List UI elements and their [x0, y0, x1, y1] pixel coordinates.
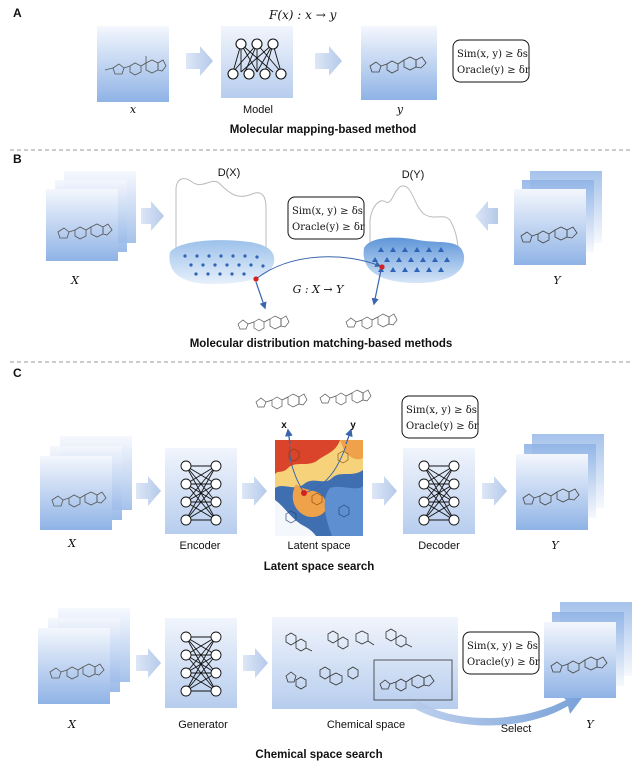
panel-b-input-label: X [71, 274, 79, 287]
panel-b-constraint-sim: Sim(x, y) ≥ δs [292, 206, 363, 217]
panel-c-latent-constraint-oracle: Oracle(y) ≥ δr [406, 421, 479, 432]
panel-c-latent-arrow-4 [482, 476, 507, 506]
latent-start-point [301, 490, 307, 496]
panel-b-constraint-oracle: Oracle(y) ≥ δr [292, 222, 365, 233]
panel-a-letter: A [13, 6, 22, 20]
latent-molecule-x-icon [256, 394, 307, 409]
panel-a-model-label: Model [243, 104, 273, 116]
panel-c-latent-arrow-1 [136, 476, 161, 506]
panel-c-chem-constraint-oracle: Oracle(y) ≥ δr [467, 657, 540, 668]
latent-molecule-y-icon [320, 390, 371, 405]
panel-c-chem-output-stack [544, 602, 632, 698]
latent-space-map [275, 440, 363, 536]
panel-a-model-card [221, 26, 293, 98]
panel-a-constraint-oracle: Oracle(y) ≥ δr [457, 65, 530, 76]
panel-b-input-stack [46, 171, 136, 261]
panel-a-output-card [361, 26, 437, 100]
panel-c-chem-input-stack [38, 608, 130, 704]
panel-a-input-card [97, 26, 169, 102]
panel-b-arrow-right [475, 201, 498, 231]
panel-c-latent-constraint-box [402, 396, 479, 438]
panel-b-constraint-box [288, 197, 365, 239]
panel-b-title: Molecular distribution matching-based methods [189, 338, 453, 350]
panel-c-chemical-title: Chemical space search [255, 749, 383, 761]
panel-b-mapping-arrow [256, 257, 380, 279]
panel-c-chemical-space-label: Chemical space [326, 719, 406, 731]
panel-c-latent-constraint-sim: Sim(x, y) ≥ δs [406, 405, 477, 416]
panel-b-source-point [253, 276, 258, 281]
panel-b-dist-x-label: D(X) [217, 167, 241, 179]
panel-c-latent-input-stack [40, 436, 132, 530]
panel-b-target-point [379, 264, 384, 269]
latent-point-x-label: x [281, 420, 287, 431]
panel-b-output-stack [514, 171, 602, 265]
panel-b-dist-y-label: D(Y) [401, 169, 425, 181]
panel-c-decoder-card [403, 448, 475, 534]
panel-c-chem-constraint-box [463, 632, 540, 674]
panel-c-latent-output-stack [516, 434, 604, 530]
panel-a-formula: F(x) : x → y [269, 8, 337, 22]
panel-b-output-label: Y [553, 274, 561, 287]
panel-a-constraint-sim: Sim(x, y) ≥ δs [457, 49, 528, 60]
panel-c-latent-output-label: Y [551, 539, 559, 552]
panel-a-input-label: x [129, 103, 137, 116]
chemical-space-card [272, 617, 458, 709]
panel-a-arrow-1 [186, 46, 213, 76]
panel-c-latent-arrow-3 [372, 476, 397, 506]
molecule-x-small-icon [238, 316, 289, 331]
panel-a-arrow-2 [315, 46, 342, 76]
molecule-y-small-icon [346, 314, 397, 329]
panel-c-letter: C [13, 366, 22, 380]
panel-c-chem-constraint-sim: Sim(x, y) ≥ δs [467, 641, 538, 652]
panel-b-arrow-left [141, 201, 164, 231]
panel-c-generator-card [165, 618, 237, 708]
select-label: Select [500, 723, 532, 735]
panel-b-dist-y-blob [364, 238, 465, 283]
panel-b-mapping-label: G : X → Y [292, 283, 344, 296]
panel-c-chem-arrow-1 [136, 648, 161, 678]
panel-a-output-label: y [396, 103, 404, 116]
latent-point-y-label: y [350, 420, 356, 431]
panel-c-encoder-label: Encoder [179, 540, 221, 552]
panel-b-letter: B [13, 152, 22, 166]
panel-c-latent-space-label: Latent space [287, 540, 351, 552]
panel-c-chem-output-label: Y [586, 718, 594, 731]
panel-c-latent-arrow-2 [242, 476, 267, 506]
panel-c-latent-input-label: X [68, 537, 76, 550]
panel-c-latent-title: Latent space search [263, 561, 375, 573]
panel-a-title: Molecular mapping-based method [229, 124, 417, 136]
panel-c-generator-label: Generator [178, 719, 228, 731]
panel-c-chem-input-label: X [68, 718, 76, 731]
panel-b-decode-arrow-x [256, 282, 265, 308]
panel-c-chem-arrow-2 [243, 648, 268, 678]
panel-c-encoder-card [165, 448, 237, 534]
panel-c-decoder-label: Decoder [418, 540, 460, 552]
panel-a-constraint-box [453, 40, 530, 82]
